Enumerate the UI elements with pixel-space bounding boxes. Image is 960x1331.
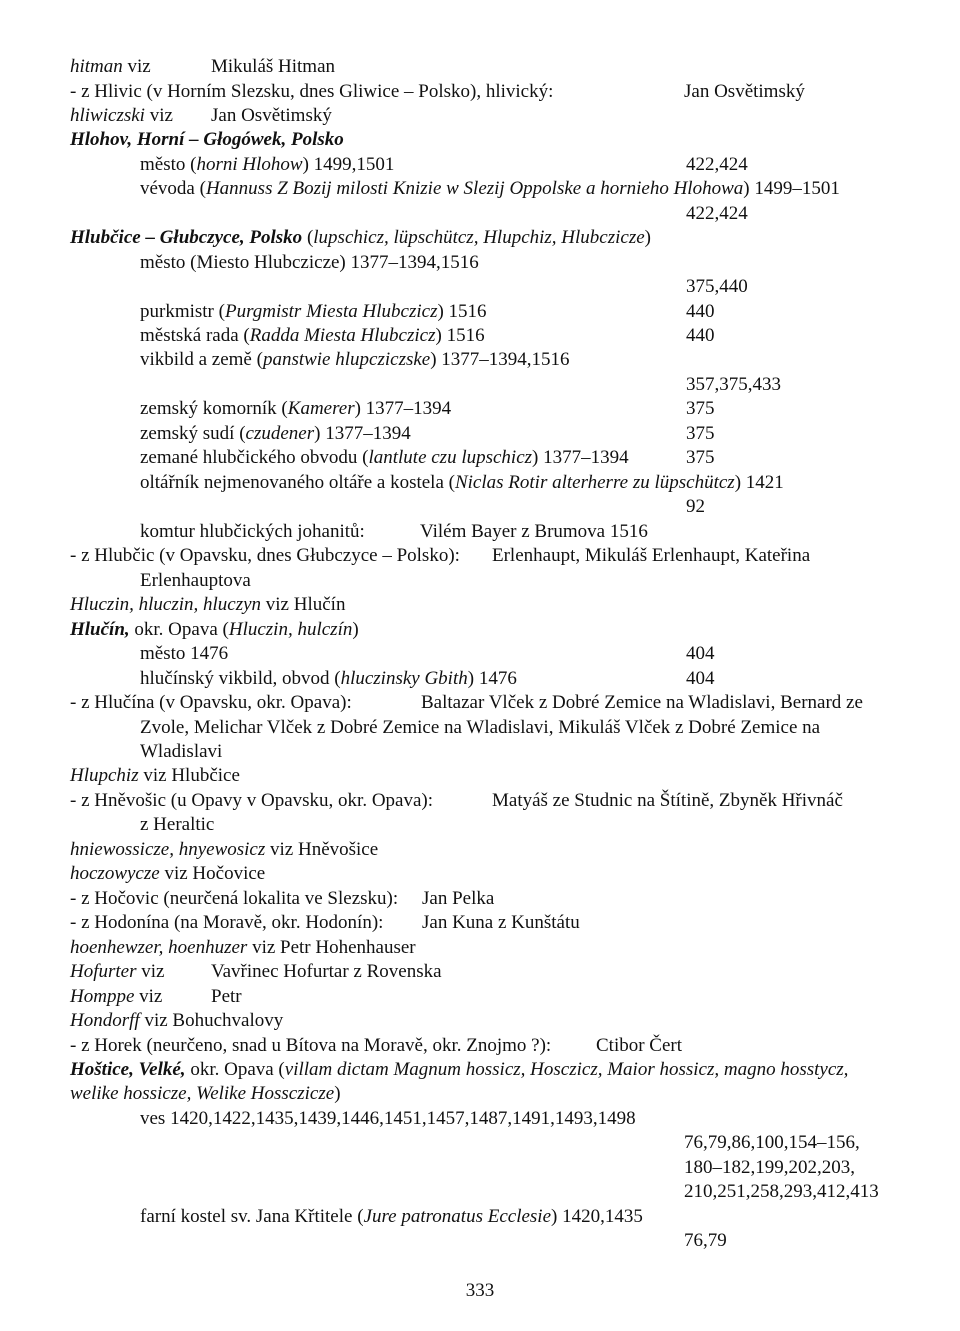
subentry-zemane: zemané hlubčického obvodu (lantlute czu lupschicz) 1377–1394 xyxy=(140,447,629,468)
page-refs: 210,251,258,293,412,413 xyxy=(684,1181,879,1202)
entry-homppe: Homppe viz xyxy=(70,986,163,1007)
page-refs: 375 xyxy=(686,423,715,444)
page-refs: 92 xyxy=(686,496,705,517)
entry-ref: Jan Kuna z Kunštátu xyxy=(422,912,580,933)
entry-ref: Vilém Bayer z Brumova 1516 xyxy=(420,521,648,542)
entry-z-hocovic: - z Hočovic (neurčená lokalita ve Slezsku): xyxy=(70,888,399,909)
subentry-komornik: zemský komorník (Kamerer) 1377–1394 xyxy=(140,398,452,419)
subentry-mesto: město 1476 xyxy=(140,643,229,664)
entry-hliwiczski: hliwiczski viz xyxy=(70,105,173,126)
entry-z-horek: - z Horek (neurčeno, snad u Bítova na Moravě, okr. Znojmo ?): xyxy=(70,1035,552,1056)
entry-ref: Mikuláš Hitman xyxy=(211,56,336,77)
page-refs: 404 xyxy=(686,643,715,664)
page-refs: 404 xyxy=(686,668,715,689)
subentry-purkmistr: purkmistr (Purgmistr Miesta Hlubczicz) 1516 xyxy=(140,301,487,322)
entry-z-hlucina: - z Hlučína (v Opavsku, okr. Opava): xyxy=(70,692,352,713)
subentry-mestska-rada: městská rada (Radda Miesta Hlubczicz) 1516 xyxy=(140,325,485,346)
entry-ref: Vavřinec Hofurtar z Rovenska xyxy=(211,961,442,982)
page-refs: 375,440 xyxy=(686,276,748,297)
entry-hlupchiz: Hlupchiz viz Hlubčice xyxy=(70,765,240,786)
entry-ref: Jan Osvětimský xyxy=(684,81,805,102)
entry-hoczowycze: hoczowycze viz Hočovice xyxy=(70,863,266,884)
entry-z-hodonina: - z Hodonína (na Moravě, okr. Hodonín): xyxy=(70,912,384,933)
entry-ref: Erlenhaupt, Mikuláš Erlenhaupt, Kateřina xyxy=(492,545,811,566)
subentry-oltarnik: oltářník nejmenovaného oltáře a kostela (Niclas Rotir alterherre zu lüpschütcz) 1421 xyxy=(140,472,784,493)
subentry-vikbild: hlučínský vikbild, obvod (hluczinsky Gbith) 1476 xyxy=(140,668,517,689)
subentry-mesto: město (horni Hlohow) 1499,1501 xyxy=(140,154,395,175)
page-refs: 422,424 xyxy=(686,203,748,224)
page-refs: 440 xyxy=(686,301,715,322)
entry-ref-cont: z Heraltic xyxy=(140,814,215,835)
page-refs: 375 xyxy=(686,447,715,468)
subentry-komtur: komtur hlubčických johanitů: xyxy=(140,521,365,542)
entry-ref: Jan Osvětimský xyxy=(211,105,332,126)
headword-hlohov: Hlohov, Horní – Głogówek, Polsko xyxy=(70,129,344,150)
subentry-farni-kostel: farní kostel sv. Jana Křtitele (Jure patronatus Ecclesie) 1420,1435 xyxy=(140,1206,643,1227)
entry-hondorff: Hondorff viz Bohuchvalovy xyxy=(70,1010,284,1031)
entry-hniewossicze: hniewossicze, hnyewosicz viz Hněvošice xyxy=(70,839,379,860)
entry-hluczin: Hluczin, hluczin, hluczyn viz Hlučín xyxy=(70,594,346,615)
entry-hofurter: Hofurter viz xyxy=(70,961,165,982)
page-refs: 357,375,433 xyxy=(686,374,781,395)
headword-hlubcice: Hlubčice – Głubczyce, Polsko (lupschicz, lüpschütcz, Hlupchiz, Hlubczicze) xyxy=(70,227,651,248)
entry-hlivic: - z Hlivic (v Horním Slezsku, dnes Gliwice – Polsko), hlivický: xyxy=(70,81,554,102)
entry-ref: Jan Pelka xyxy=(422,888,495,909)
subentry-vevoda: vévoda (Hannuss Z Bozij milosti Knizie w Slezij Oppolske a hornieho Hlohowa) 1499–1501 xyxy=(140,178,840,199)
headword-hlucin: Hlučín, okr. Opava (Hluczin, hulczín) xyxy=(70,619,359,640)
entry-ref: Baltazar Vlček z Dobré Zemice na Wladislavi, Bernard ze xyxy=(421,692,863,713)
entry-ref-cont: Zvole, Melichar Vlček z Dobré Zemice na Wladislavi, Mikuláš Vlček z Dobré Zemice na xyxy=(140,717,821,738)
page-refs: 375 xyxy=(686,398,715,419)
headword-hostice: Hoštice, Velké, okr. Opava (villam dictam Magnum hossicz, Hosczicz, Maior hossicz, magno hosstycz, xyxy=(70,1059,849,1080)
subentry-vikbild: vikbild a země (panstwie hlupcziczske) 1377–1394,1516 xyxy=(140,349,570,370)
page-refs: 422,424 xyxy=(686,154,748,175)
entry-ref-cont: Erlenhauptova xyxy=(140,570,251,591)
subentry-ves: ves 1420,1422,1435,1439,1446,1451,1457,1487,1491,1493,1498 xyxy=(140,1108,636,1129)
subentry-mesto: město (Miesto Hlubczicze) 1377–1394,1516 xyxy=(140,252,479,273)
entry-ref: Matyáš ze Studnic na Štítině, Zbyněk Hřivnáč xyxy=(492,790,843,811)
page-refs: 76,79,86,100,154–156, xyxy=(684,1132,860,1153)
headword-hostice-cont: welike hossicze, Welike Hossczicze) xyxy=(70,1083,341,1104)
page-refs: 440 xyxy=(686,325,715,346)
page-number: 333 xyxy=(465,1280,495,1301)
entry-ref: Ctibor Čert xyxy=(596,1035,683,1056)
entry-hoenhewzer: hoenhewzer, hoenhuzer viz Petr Hohenhauser xyxy=(70,937,416,958)
entry-hitman: hitman viz xyxy=(70,56,151,77)
entry-ref: Petr xyxy=(211,986,242,1007)
subentry-sudi: zemský sudí (czudener) 1377–1394 xyxy=(140,423,411,444)
entry-z-hlubcic: - z Hlubčic (v Opavsku, dnes Głubczyce – Polsko): xyxy=(70,545,460,566)
entry-z-hnevosic: - z Hněvošic (u Opavy v Opavsku, okr. Opava): xyxy=(70,790,434,811)
entry-ref-cont: Wladislavi xyxy=(140,741,223,762)
page-refs: 180–182,199,202,203, xyxy=(684,1157,855,1178)
page-refs: 76,79 xyxy=(684,1230,727,1251)
